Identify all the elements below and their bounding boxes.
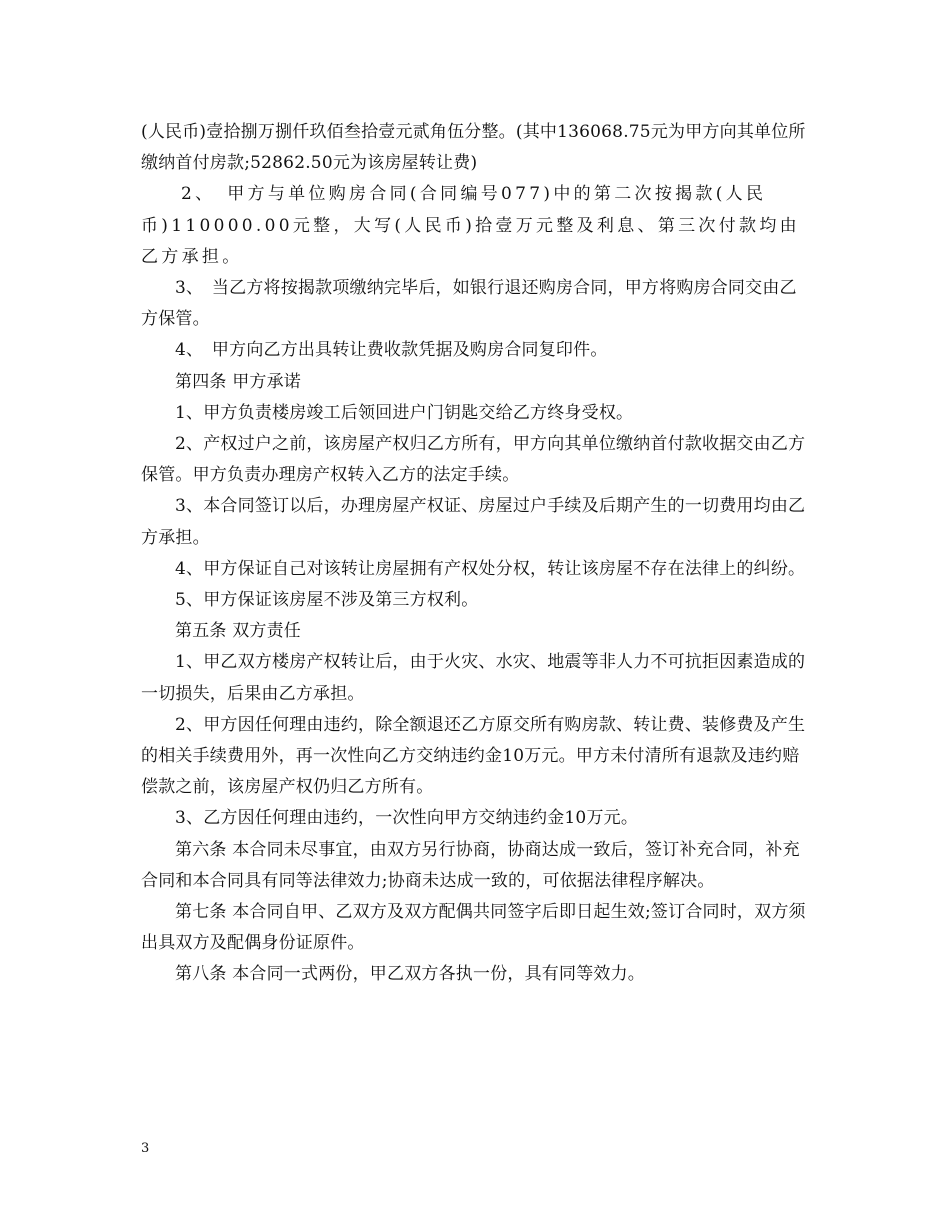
article-4-item-2: 2、产权过户之前，该房屋产权归乙方所有，甲方向其单位缴纳首付款收据交由乙方保管。甲方负责办理房产权转入乙方的法定手续。	[141, 434, 806, 486]
article-4-item-3: 3、本合同签订以后，办理房屋产权证、房屋过户手续及后期产生的一切费用均由乙方承担。	[141, 496, 806, 548]
article-4-heading: 第四条 甲方承诺	[175, 371, 302, 392]
article-5-item-2: 2、甲方因任何理由违约，除全额退还乙方原交所有购房款、转让费、装修费及产生的相关手续费用外，再一次性向乙方交纳违约金10万元。甲方未付清所有退款及违约赔偿款之前，该房屋产权仍归乙方所有。	[141, 714, 806, 798]
article-8: 第八条 本合同一式两份，甲乙双方各执一份，具有同等效力。	[175, 964, 646, 985]
paragraph-clause-2: 2、 甲方与单位购房合同(合同编号077)中的第二次按揭款(人民币)110000.00元整，大写(人民币)拾壹万元整及利息、第三次付款均由乙方承担。	[141, 184, 800, 267]
document-body	[141, 117, 809, 991]
article-7: 第七条 本合同自甲、乙双方及双方配偶共同签字后即日起生效;签订合同时，双方须出具双方及配偶身份证原件。	[141, 902, 806, 954]
paragraph-clause-3: 3、 当乙方将按揭款项缴纳完毕后，如银行退还购房合同，甲方将购房合同交由乙方保管。	[141, 278, 797, 330]
article-5-item-3: 3、乙方因任何理由违约，一次性向甲方交纳违约金10万元。	[175, 808, 639, 829]
article-4-item-5: 5、甲方保证该房屋不涉及第三方权利。	[175, 590, 479, 611]
article-5-item-1: 1、甲乙双方楼房产权转让后，由于火灾、水灾、地震等非人力不可抗拒因素造成的一切损失，后果由乙方承担。	[141, 652, 806, 704]
article-4-item-1: 1、甲方负责楼房竣工后领回进户门钥匙交给乙方终身受权。	[175, 402, 634, 423]
paragraph-continuation: (人民币)壹拾捌万捌仟玖佰叁拾壹元贰角伍分整。(其中136068.75元为甲方向其单位所缴纳首付房款;52862.50元为该房屋转让费)	[141, 122, 806, 174]
article-4-item-4: 4、甲方保证自己对该转让房屋拥有产权处分权，转让该房屋不存在法律上的纠纷。	[175, 558, 806, 579]
article-5-heading: 第五条 双方责任	[175, 621, 302, 642]
page-number: 3	[141, 1141, 150, 1156]
article-6: 第六条 本合同未尽事宜，由双方另行协商，协商达成一致后，签订补充合同，补充合同和本合同具有同等法律效力;协商未达成一致的，可依据法律程序解决。	[141, 839, 800, 891]
paragraph-clause-4: 4、 甲方向乙方出具转让费收款凭据及购房合同复印件。	[175, 340, 608, 361]
